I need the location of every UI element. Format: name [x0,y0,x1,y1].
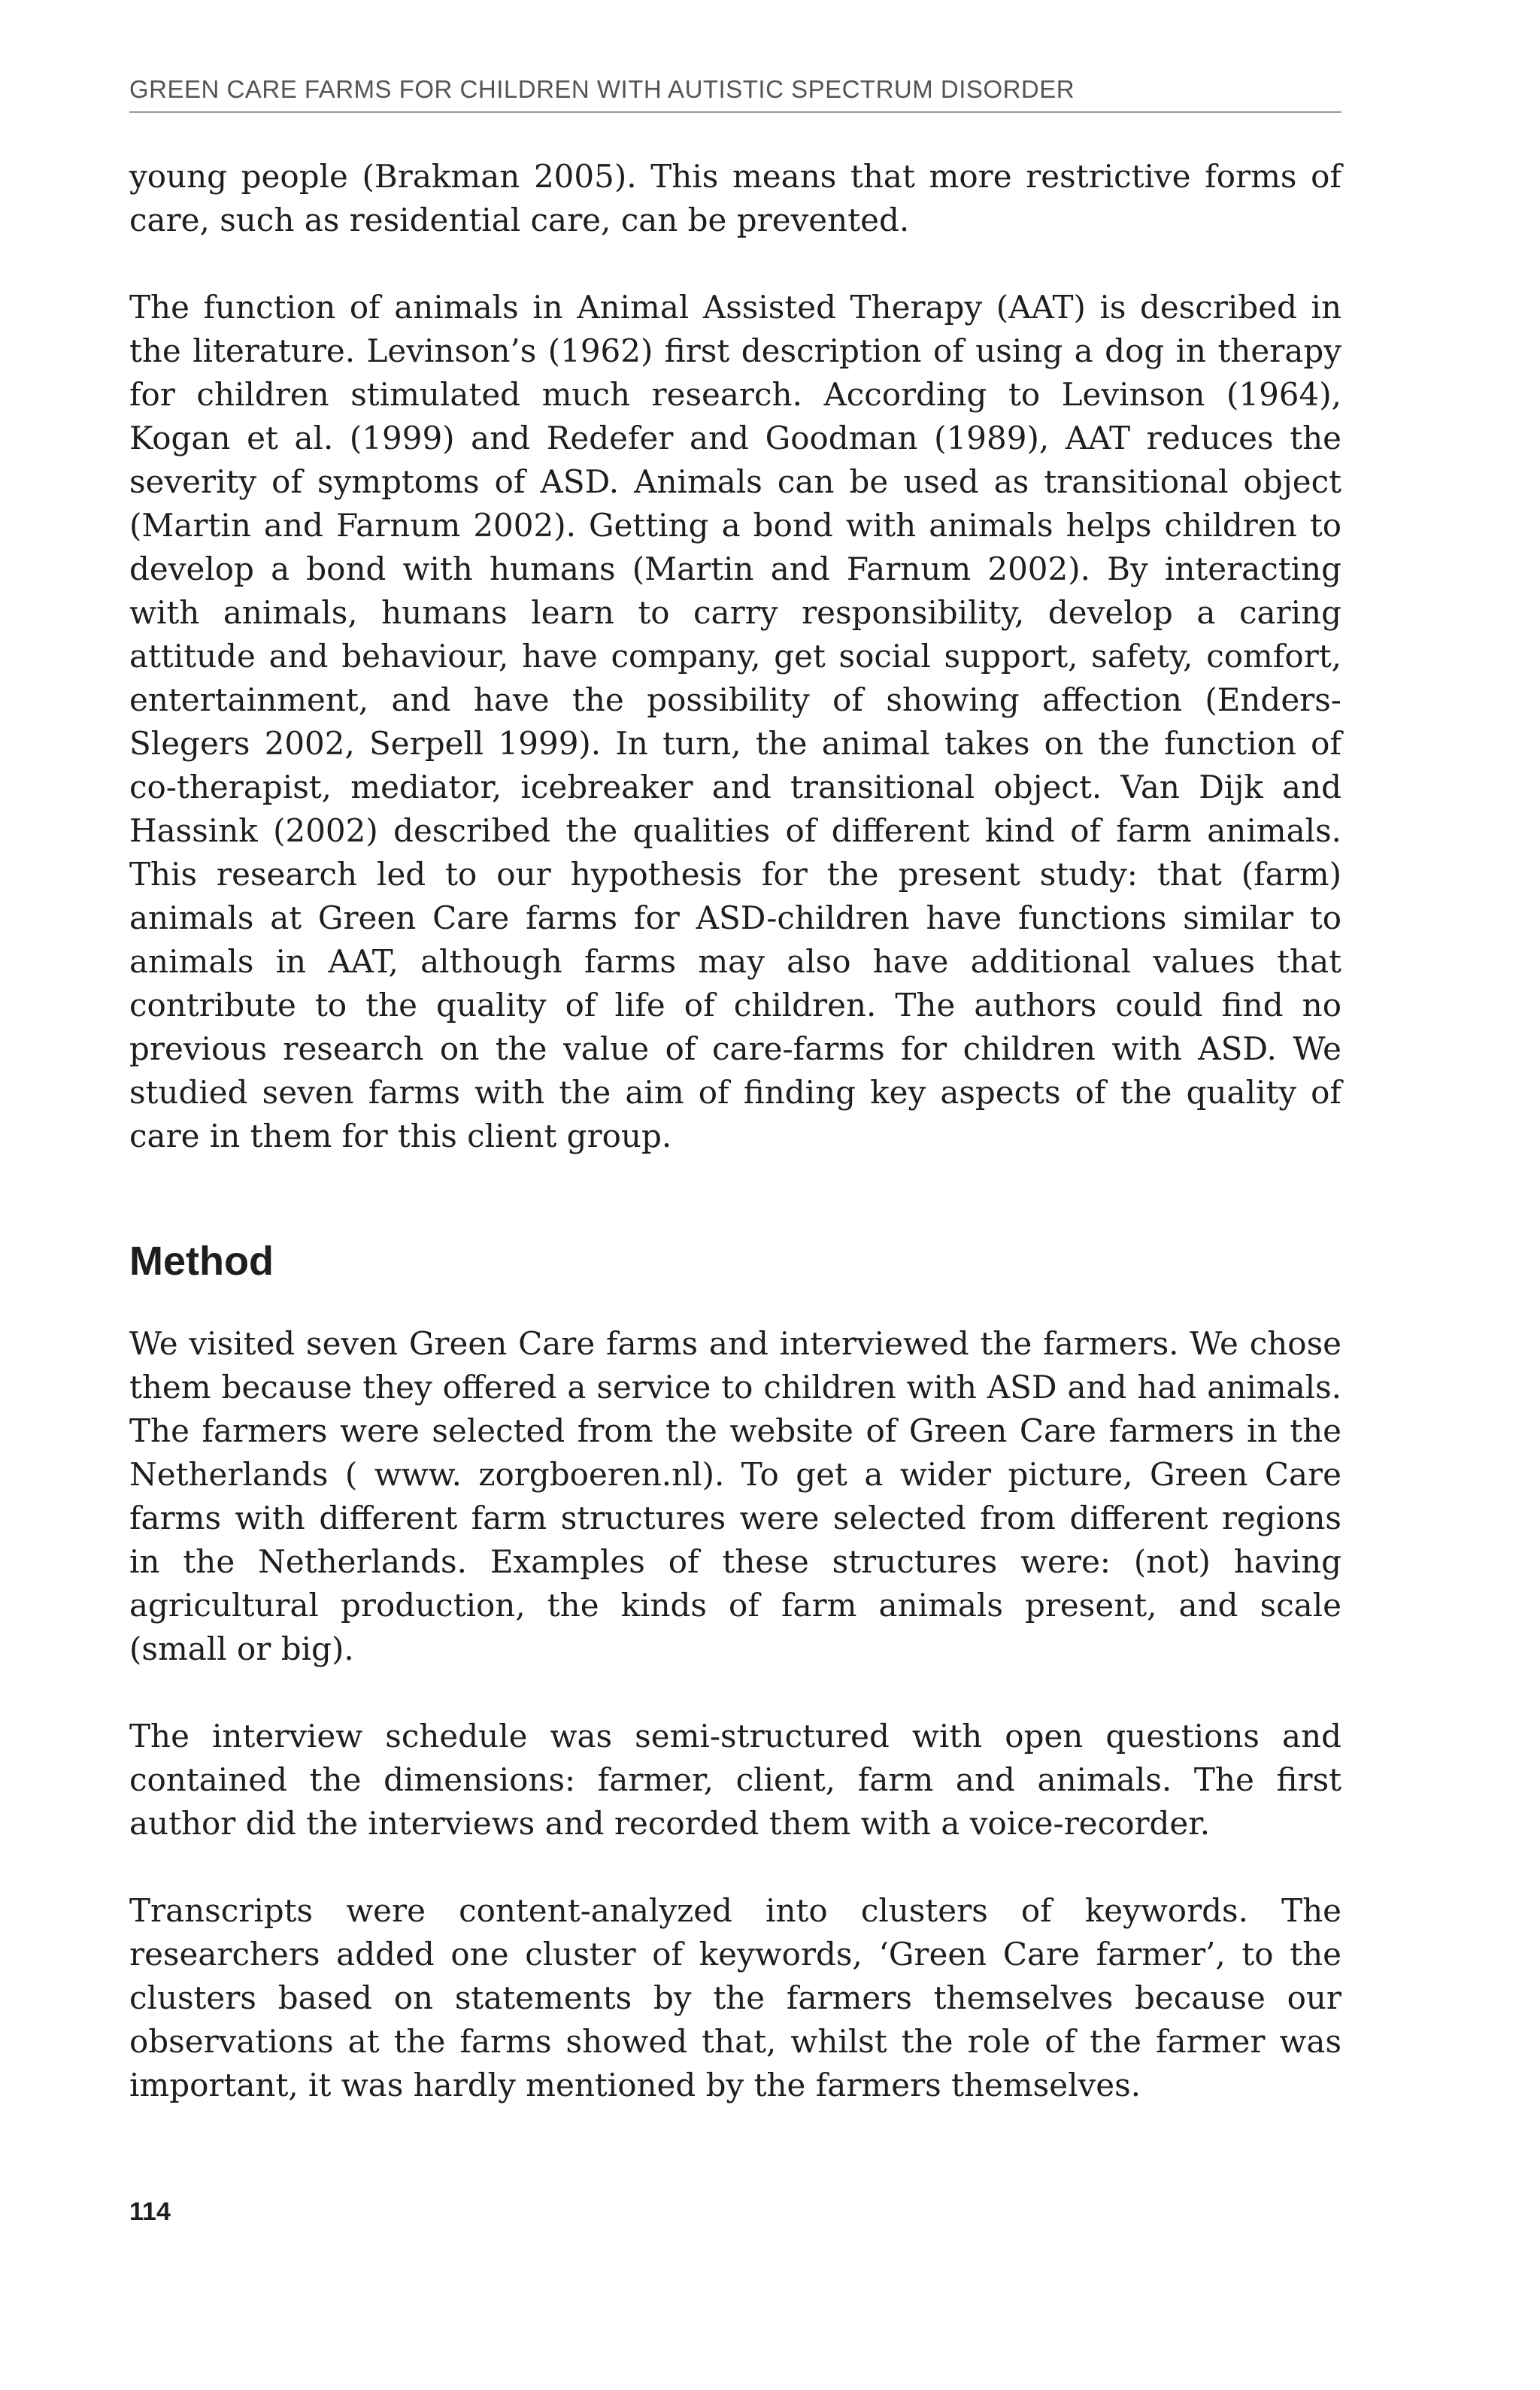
page-number: 114 [129,2197,171,2226]
section-heading-method: Method [129,1239,274,1284]
page-content [129,75,1341,2107]
method-paragraph-1: We visited seven Green Care farms and interviewed the farmers. We chose them because they offered a service to children with ASD and had animals. The farmers were selected from the website of Green Care farmers in the Netherlands ( www. zorgboeren.nl). To get a wider picture, Green Care farms with different farm structures were selected from different regions in the Netherlands. Examples of these structures were: (not) having agricultural production, the kinds of farm animals present, and scale (small or big). [129,1325,1341,1667]
running-header: GREEN CARE FARMS FOR CHILDREN WITH AUTISTIC SPECTRUM DISORDER [129,75,1341,113]
method-paragraph-3: Transcripts were content-analyzed into clusters of keywords. The researchers added one cluster of keywords, ‘Green Care farmer’, to the clusters based on statements by the farmers themselves because our observations at the farms showed that, whilst the role of the farmer was important, it was hardly mentioned by the farmers themselves. [129,1892,1341,2103]
intro-paragraph-1: young people (Brakman 2005). This means that more restrictive forms of care, such as residential care, can be prevented. [129,158,1341,238]
intro-paragraph-2: The function of animals in Animal Assisted Therapy (AAT) is described in the literature. Levinson’s (1962) first description of using a dog in therapy for children stimulated much research. According to Levinson (1964), Kogan et al. (1999) and Redefer and Goodman (1989), AAT reduces the severity of symptoms of ASD. Animals can be used as transitional object (Martin and Farnum 2002). Getting a bond with animals helps children to develop a bond with humans (Martin and Farnum 2002). By interacting with animals, humans learn to carry responsibility, develop a caring attitude and behaviour, have company, get social support, safety, comfort, entertainment, and have the possibility of showing affection (Enders-Slegers 2002, Serpell 1999). In turn, the animal takes on the function of co-therapist, mediator, icebreaker and transitional object. Van Dijk and Hassink (2002) described the qualities of different kind of farm animals. This research led to our hypothesis for the present study: that (farm) animals at Green Care farms for ASD-children have functions similar to animals in AAT, although farms may also have additional values that contribute to the quality of life of children. The authors could find no previous research on the value of care-farms for children with ASD. We studied seven farms with the aim of finding key aspects of the quality of care in them for this client group. [129,289,1341,1154]
method-paragraph-2: The interview schedule was semi-structured with open questions and contained the dimensions: farmer, client, farm and animals. The first author did the interviews and recorded them with a voice-recorder. [129,1718,1341,1842]
